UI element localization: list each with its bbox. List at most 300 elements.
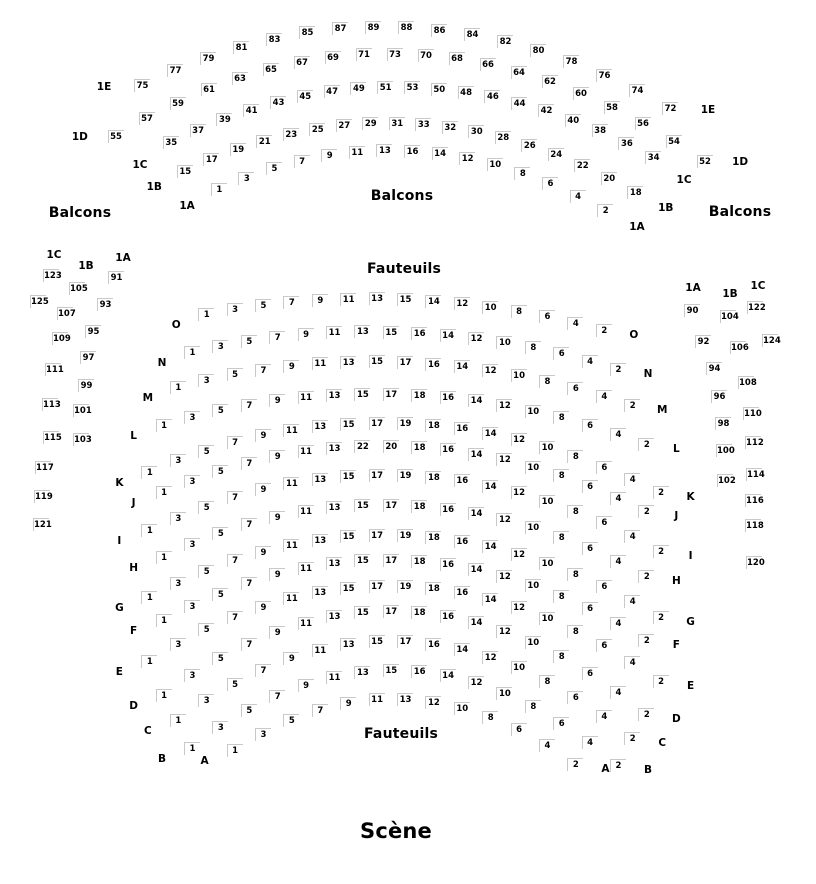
seat-1B-32[interactable]: 32: [442, 121, 458, 134]
seat-H-1[interactable]: 1: [156, 551, 172, 564]
seat-I-9[interactable]: 9: [255, 483, 271, 496]
seat-1E-74[interactable]: 74: [629, 84, 645, 97]
seat-1B-110[interactable]: 110: [744, 409, 762, 419]
seat-A-10[interactable]: 10: [454, 702, 470, 715]
seat-O-6[interactable]: 6: [539, 310, 555, 323]
seat-C-10[interactable]: 10: [511, 661, 527, 674]
seat-1C-48[interactable]: 48: [458, 86, 474, 99]
seat-J-22[interactable]: 22: [354, 440, 370, 453]
seat-N-6[interactable]: 6: [553, 347, 569, 360]
seat-J-13[interactable]: 13: [326, 442, 342, 455]
seat-K-1[interactable]: 1: [141, 466, 157, 479]
seat-O-2[interactable]: 2: [596, 324, 612, 337]
seat-M-9[interactable]: 9: [283, 360, 299, 373]
seat-E-6[interactable]: 6: [596, 639, 612, 652]
seat-M-11[interactable]: 11: [312, 357, 328, 370]
seat-E-17[interactable]: 17: [369, 580, 385, 593]
seat-F-6[interactable]: 6: [582, 602, 598, 615]
seat-1D-54[interactable]: 54: [666, 135, 682, 148]
seat-O-13[interactable]: 13: [369, 292, 385, 305]
seat-F-5[interactable]: 5: [212, 588, 228, 601]
seat-1C-38[interactable]: 38: [592, 124, 608, 137]
seat-D-13[interactable]: 13: [326, 610, 342, 623]
seat-1C-47[interactable]: 47: [324, 85, 340, 98]
seat-K-13[interactable]: 13: [312, 420, 328, 433]
seat-1B-18[interactable]: 18: [627, 186, 643, 199]
seat-B-13[interactable]: 13: [354, 666, 370, 679]
seat-E-13[interactable]: 13: [312, 586, 328, 599]
seat-1B-117[interactable]: 117: [36, 463, 54, 473]
seat-J-6[interactable]: 6: [582, 480, 598, 493]
seat-1A-98[interactable]: 98: [715, 417, 731, 430]
seat-J-8[interactable]: 8: [553, 469, 569, 482]
seat-1A-91[interactable]: 91: [108, 271, 124, 284]
seat-A-6[interactable]: 6: [511, 723, 527, 736]
seat-J-16[interactable]: 16: [440, 443, 456, 456]
seat-A-7[interactable]: 7: [312, 704, 328, 717]
seat-1A-92[interactable]: 92: [695, 335, 711, 348]
seat-1E-83[interactable]: 83: [266, 33, 282, 46]
seat-1D-73[interactable]: 73: [387, 48, 403, 61]
seat-J-12[interactable]: 12: [496, 453, 512, 466]
seat-1B-116[interactable]: 116: [746, 496, 764, 506]
seat-C-7[interactable]: 7: [255, 664, 271, 677]
seat-M-8[interactable]: 8: [539, 375, 555, 388]
seat-H-18[interactable]: 18: [411, 500, 427, 513]
seat-M-1[interactable]: 1: [170, 381, 186, 394]
seat-1D-56[interactable]: 56: [635, 117, 651, 130]
seat-1C-43[interactable]: 43: [270, 96, 286, 109]
seat-E-5[interactable]: 5: [198, 623, 214, 636]
seat-I-14[interactable]: 14: [482, 480, 498, 493]
seat-1B-24[interactable]: 24: [548, 148, 564, 161]
seat-1B-109[interactable]: 109: [53, 334, 71, 344]
seat-1C-41[interactable]: 41: [243, 104, 259, 117]
seat-G-13[interactable]: 13: [312, 534, 328, 547]
seat-L-14[interactable]: 14: [468, 394, 484, 407]
seat-J-14[interactable]: 14: [468, 448, 484, 461]
seat-F-15[interactable]: 15: [354, 554, 370, 567]
seat-1D-68[interactable]: 68: [449, 52, 465, 65]
seat-C-9[interactable]: 9: [283, 652, 299, 665]
seat-F-8[interactable]: 8: [553, 590, 569, 603]
seat-A-1[interactable]: 1: [227, 744, 243, 757]
seat-1A-6[interactable]: 6: [542, 177, 558, 190]
seat-L-7[interactable]: 7: [241, 399, 257, 412]
seat-1D-67[interactable]: 67: [294, 56, 310, 69]
seat-1B-114[interactable]: 114: [747, 470, 765, 480]
seat-1A-101[interactable]: 101: [74, 406, 92, 416]
seat-1B-107[interactable]: 107: [58, 309, 76, 319]
seat-I-11[interactable]: 11: [283, 477, 299, 490]
seat-G-16[interactable]: 16: [454, 535, 470, 548]
seat-1D-52[interactable]: 52: [697, 155, 713, 168]
seat-1C-37[interactable]: 37: [190, 124, 206, 137]
seat-H-11[interactable]: 11: [298, 505, 314, 518]
seat-1C-42[interactable]: 42: [538, 104, 554, 117]
seat-B-5[interactable]: 5: [241, 704, 257, 717]
seat-G-1[interactable]: 1: [141, 591, 157, 604]
seat-1D-60[interactable]: 60: [573, 87, 589, 100]
seat-1A-3[interactable]: 3: [238, 172, 254, 185]
seat-1B-120[interactable]: 120: [747, 558, 765, 568]
seat-D-9[interactable]: 9: [269, 626, 285, 639]
seat-D-11[interactable]: 11: [298, 617, 314, 630]
seat-E-1[interactable]: 1: [141, 655, 157, 668]
seat-B-16[interactable]: 16: [411, 665, 427, 678]
seat-C-17[interactable]: 17: [397, 635, 413, 648]
seat-G-3[interactable]: 3: [170, 577, 186, 590]
seat-I-1[interactable]: 1: [141, 524, 157, 537]
seat-G-9[interactable]: 9: [255, 546, 271, 559]
seat-C-6[interactable]: 6: [567, 691, 583, 704]
seat-1D-66[interactable]: 66: [480, 58, 496, 71]
seat-G-17[interactable]: 17: [369, 529, 385, 542]
seat-N-8[interactable]: 8: [525, 341, 541, 354]
seat-H-7[interactable]: 7: [241, 518, 257, 531]
seat-1C-35[interactable]: 35: [163, 136, 179, 149]
seat-1C-124[interactable]: 124: [763, 336, 781, 346]
seat-1C-34[interactable]: 34: [645, 151, 661, 164]
seat-I-13[interactable]: 13: [312, 473, 328, 486]
seat-1E-89[interactable]: 89: [365, 21, 381, 34]
seat-C-4[interactable]: 4: [596, 710, 612, 723]
seat-I-10[interactable]: 10: [539, 495, 555, 508]
seat-1B-23[interactable]: 23: [283, 128, 299, 141]
seat-L-12[interactable]: 12: [496, 399, 512, 412]
seat-D-7[interactable]: 7: [241, 638, 257, 651]
seat-1D-55[interactable]: 55: [108, 130, 124, 143]
seat-K-14[interactable]: 14: [482, 427, 498, 440]
seat-1D-70[interactable]: 70: [418, 49, 434, 62]
seat-E-7[interactable]: 7: [227, 611, 243, 624]
seat-I-8[interactable]: 8: [567, 505, 583, 518]
seat-H-10[interactable]: 10: [525, 521, 541, 534]
seat-E-16[interactable]: 16: [454, 586, 470, 599]
seat-N-11[interactable]: 11: [326, 326, 342, 339]
seat-B-14[interactable]: 14: [440, 669, 456, 682]
seat-1B-21[interactable]: 21: [256, 135, 272, 148]
seat-K-7[interactable]: 7: [227, 436, 243, 449]
seat-1A-95[interactable]: 95: [85, 325, 101, 338]
seat-K-16[interactable]: 16: [454, 422, 470, 435]
seat-B-4[interactable]: 4: [582, 736, 598, 749]
seat-A-5[interactable]: 5: [283, 714, 299, 727]
seat-1B-111[interactable]: 111: [46, 365, 64, 375]
seat-F-7[interactable]: 7: [241, 577, 257, 590]
seat-N-7[interactable]: 7: [269, 331, 285, 344]
seat-H-14[interactable]: 14: [468, 507, 484, 520]
seat-H-6[interactable]: 6: [582, 542, 598, 555]
seat-1B-29[interactable]: 29: [362, 117, 378, 130]
seat-A-13[interactable]: 13: [397, 693, 413, 706]
seat-I-16[interactable]: 16: [454, 474, 470, 487]
seat-M-2[interactable]: 2: [624, 399, 640, 412]
seat-1B-118[interactable]: 118: [746, 521, 764, 531]
seat-O-12[interactable]: 12: [454, 297, 470, 310]
seat-1B-121[interactable]: 121: [34, 520, 52, 530]
seat-L-4[interactable]: 4: [610, 428, 626, 441]
seat-K-11[interactable]: 11: [283, 424, 299, 437]
seat-J-11[interactable]: 11: [298, 445, 314, 458]
seat-1A-103[interactable]: 103: [74, 435, 92, 445]
seat-H-9[interactable]: 9: [269, 511, 285, 524]
seat-B-15[interactable]: 15: [383, 664, 399, 677]
seat-1E-77[interactable]: 77: [167, 64, 183, 77]
seat-J-7[interactable]: 7: [241, 457, 257, 470]
seat-1B-31[interactable]: 31: [389, 117, 405, 130]
seat-K-2[interactable]: 2: [653, 486, 669, 499]
seat-D-2[interactable]: 2: [638, 708, 654, 721]
seat-C-16[interactable]: 16: [425, 638, 441, 651]
seat-1B-105[interactable]: 105: [70, 284, 88, 294]
seat-F-10[interactable]: 10: [525, 579, 541, 592]
seat-F-17[interactable]: 17: [383, 554, 399, 567]
seat-1B-119[interactable]: 119: [35, 492, 53, 502]
seat-1A-96[interactable]: 96: [711, 390, 727, 403]
seat-G-15[interactable]: 15: [340, 530, 356, 543]
seat-M-7[interactable]: 7: [255, 364, 271, 377]
seat-N-16[interactable]: 16: [411, 327, 427, 340]
seat-I-6[interactable]: 6: [596, 516, 612, 529]
seat-J-3[interactable]: 3: [184, 475, 200, 488]
seat-G-7[interactable]: 7: [227, 554, 243, 567]
seat-M-13[interactable]: 13: [340, 356, 356, 369]
seat-1B-108[interactable]: 108: [739, 378, 757, 388]
seat-L-1[interactable]: 1: [156, 419, 172, 432]
seat-G-10[interactable]: 10: [539, 557, 555, 570]
seat-1B-104[interactable]: 104: [721, 312, 739, 322]
seat-E-11[interactable]: 11: [283, 592, 299, 605]
seat-E-4[interactable]: 4: [624, 656, 640, 669]
seat-O-11[interactable]: 11: [340, 293, 356, 306]
seat-K-6[interactable]: 6: [596, 461, 612, 474]
seat-L-17[interactable]: 17: [383, 388, 399, 401]
seat-1A-90[interactable]: 90: [684, 304, 700, 317]
seat-1C-36[interactable]: 36: [618, 137, 634, 150]
seat-K-3[interactable]: 3: [170, 454, 186, 467]
seat-J-9[interactable]: 9: [269, 450, 285, 463]
seat-B-3[interactable]: 3: [212, 721, 228, 734]
seat-1B-15[interactable]: 15: [177, 165, 193, 178]
seat-K-4[interactable]: 4: [624, 473, 640, 486]
seat-C-12[interactable]: 12: [482, 651, 498, 664]
seat-G-6[interactable]: 6: [596, 580, 612, 593]
seat-E-18[interactable]: 18: [425, 582, 441, 595]
seat-F-11[interactable]: 11: [298, 562, 314, 575]
seat-J-18[interactable]: 18: [411, 441, 427, 454]
seat-C-14[interactable]: 14: [454, 643, 470, 656]
seat-D-17[interactable]: 17: [383, 605, 399, 618]
seat-1B-113[interactable]: 113: [43, 400, 61, 410]
seat-M-3[interactable]: 3: [198, 374, 214, 387]
seat-G-4[interactable]: 4: [624, 595, 640, 608]
seat-1E-81[interactable]: 81: [233, 41, 249, 54]
seat-M-10[interactable]: 10: [511, 369, 527, 382]
seat-O-5[interactable]: 5: [255, 299, 271, 312]
seat-1C-45[interactable]: 45: [297, 90, 313, 103]
seat-B-6[interactable]: 6: [553, 717, 569, 730]
seat-F-18[interactable]: 18: [411, 555, 427, 568]
seat-H-15[interactable]: 15: [354, 499, 370, 512]
seat-J-5[interactable]: 5: [212, 465, 228, 478]
seat-M-4[interactable]: 4: [596, 390, 612, 403]
seat-C-1[interactable]: 1: [170, 714, 186, 727]
seat-B-12[interactable]: 12: [468, 676, 484, 689]
seat-1E-84[interactable]: 84: [464, 28, 480, 41]
seat-I-15[interactable]: 15: [340, 470, 356, 483]
seat-D-16[interactable]: 16: [440, 610, 456, 623]
seat-H-16[interactable]: 16: [440, 503, 456, 516]
seat-N-12[interactable]: 12: [468, 332, 484, 345]
seat-1C-46[interactable]: 46: [484, 90, 500, 103]
seat-1C-44[interactable]: 44: [511, 97, 527, 110]
seat-1B-27[interactable]: 27: [336, 119, 352, 132]
seat-1B-26[interactable]: 26: [521, 139, 537, 152]
seat-K-12[interactable]: 12: [511, 433, 527, 446]
seat-H-12[interactable]: 12: [496, 513, 512, 526]
seat-1B-22[interactable]: 22: [574, 159, 590, 172]
seat-1E-76[interactable]: 76: [596, 69, 612, 82]
seat-O-8[interactable]: 8: [511, 305, 527, 318]
seat-D-12[interactable]: 12: [496, 625, 512, 638]
seat-H-8[interactable]: 8: [553, 531, 569, 544]
seat-F-3[interactable]: 3: [184, 600, 200, 613]
seat-D-3[interactable]: 3: [184, 669, 200, 682]
seat-E-2[interactable]: 2: [653, 675, 669, 688]
seat-J-10[interactable]: 10: [525, 461, 541, 474]
seat-C-5[interactable]: 5: [227, 678, 243, 691]
seat-A-8[interactable]: 8: [482, 711, 498, 724]
seat-B-9[interactable]: 9: [298, 679, 314, 692]
seat-1E-72[interactable]: 72: [662, 102, 678, 115]
seat-1E-80[interactable]: 80: [530, 44, 546, 57]
seat-O-14[interactable]: 14: [425, 295, 441, 308]
seat-G-12[interactable]: 12: [511, 548, 527, 561]
seat-L-5[interactable]: 5: [212, 404, 228, 417]
seat-D-18[interactable]: 18: [411, 606, 427, 619]
seat-E-15[interactable]: 15: [340, 582, 356, 595]
seat-L-6[interactable]: 6: [582, 419, 598, 432]
seat-1D-62[interactable]: 62: [542, 75, 558, 88]
seat-1A-8[interactable]: 8: [514, 167, 530, 180]
seat-1B-28[interactable]: 28: [495, 131, 511, 144]
seat-O-1[interactable]: 1: [198, 308, 214, 321]
seat-K-19[interactable]: 19: [397, 417, 413, 430]
seat-G-14[interactable]: 14: [482, 540, 498, 553]
seat-E-19[interactable]: 19: [397, 580, 413, 593]
seat-A-11[interactable]: 11: [369, 693, 385, 706]
seat-M-16[interactable]: 16: [425, 358, 441, 371]
seat-L-8[interactable]: 8: [553, 411, 569, 424]
seat-1A-100[interactable]: 100: [717, 446, 735, 456]
seat-L-11[interactable]: 11: [298, 391, 314, 404]
seat-1C-123[interactable]: 123: [44, 271, 62, 281]
seat-M-14[interactable]: 14: [454, 360, 470, 373]
seat-G-5[interactable]: 5: [198, 565, 214, 578]
seat-1A-102[interactable]: 102: [718, 476, 736, 486]
seat-I-19[interactable]: 19: [397, 469, 413, 482]
seat-L-18[interactable]: 18: [411, 389, 427, 402]
seat-G-2[interactable]: 2: [653, 611, 669, 624]
seat-C-2[interactable]: 2: [624, 732, 640, 745]
seat-A-9[interactable]: 9: [340, 697, 356, 710]
seat-1A-13[interactable]: 13: [376, 144, 392, 157]
seat-1E-79[interactable]: 79: [200, 52, 216, 65]
seat-1E-78[interactable]: 78: [563, 55, 579, 68]
seat-E-9[interactable]: 9: [255, 601, 271, 614]
seat-1A-11[interactable]: 11: [349, 146, 365, 159]
seat-1C-125[interactable]: 125: [31, 297, 49, 307]
seat-G-11[interactable]: 11: [283, 539, 299, 552]
seat-L-3[interactable]: 3: [184, 411, 200, 424]
seat-D-10[interactable]: 10: [525, 636, 541, 649]
seat-M-15[interactable]: 15: [369, 355, 385, 368]
seat-N-1[interactable]: 1: [184, 346, 200, 359]
seat-N-4[interactable]: 4: [582, 355, 598, 368]
seat-1C-51[interactable]: 51: [377, 81, 393, 94]
seat-1C-49[interactable]: 49: [350, 82, 366, 95]
seat-I-3[interactable]: 3: [170, 512, 186, 525]
seat-A-2[interactable]: 2: [567, 758, 583, 771]
seat-1B-17[interactable]: 17: [203, 153, 219, 166]
seat-1A-2[interactable]: 2: [597, 204, 613, 217]
seat-1E-85[interactable]: 85: [299, 26, 315, 39]
seat-1A-5[interactable]: 5: [266, 162, 282, 175]
seat-D-4[interactable]: 4: [610, 686, 626, 699]
seat-I-12[interactable]: 12: [511, 486, 527, 499]
seat-O-15[interactable]: 15: [397, 293, 413, 306]
seat-J-2[interactable]: 2: [638, 505, 654, 518]
seat-1D-65[interactable]: 65: [263, 63, 279, 76]
seat-I-2[interactable]: 2: [653, 545, 669, 558]
seat-I-18[interactable]: 18: [425, 471, 441, 484]
seat-D-14[interactable]: 14: [468, 616, 484, 629]
seat-1D-71[interactable]: 71: [356, 48, 372, 61]
seat-O-10[interactable]: 10: [482, 301, 498, 314]
seat-M-6[interactable]: 6: [567, 382, 583, 395]
seat-1A-94[interactable]: 94: [706, 362, 722, 375]
seat-J-20[interactable]: 20: [383, 440, 399, 453]
seat-I-4[interactable]: 4: [624, 530, 640, 543]
seat-M-12[interactable]: 12: [482, 364, 498, 377]
seat-G-19[interactable]: 19: [397, 529, 413, 542]
seat-F-4[interactable]: 4: [610, 617, 626, 630]
seat-1E-86[interactable]: 86: [431, 24, 447, 37]
seat-H-13[interactable]: 13: [326, 501, 342, 514]
seat-1A-7[interactable]: 7: [294, 155, 310, 168]
seat-F-12[interactable]: 12: [496, 570, 512, 583]
seat-C-11[interactable]: 11: [312, 644, 328, 657]
seat-1D-64[interactable]: 64: [511, 66, 527, 79]
seat-G-18[interactable]: 18: [425, 531, 441, 544]
seat-G-8[interactable]: 8: [567, 568, 583, 581]
seat-L-9[interactable]: 9: [269, 394, 285, 407]
seat-F-13[interactable]: 13: [326, 557, 342, 570]
seat-M-17[interactable]: 17: [397, 356, 413, 369]
seat-O-7[interactable]: 7: [283, 296, 299, 309]
seat-N-15[interactable]: 15: [383, 326, 399, 339]
seat-1B-115[interactable]: 115: [44, 433, 62, 443]
seat-B-7[interactable]: 7: [269, 690, 285, 703]
seat-B-11[interactable]: 11: [326, 671, 342, 684]
seat-J-4[interactable]: 4: [610, 492, 626, 505]
seat-K-9[interactable]: 9: [255, 429, 271, 442]
seat-H-2[interactable]: 2: [638, 570, 654, 583]
seat-1A-1[interactable]: 1: [211, 183, 227, 196]
seat-E-10[interactable]: 10: [539, 612, 555, 625]
seat-A-12[interactable]: 12: [425, 696, 441, 709]
